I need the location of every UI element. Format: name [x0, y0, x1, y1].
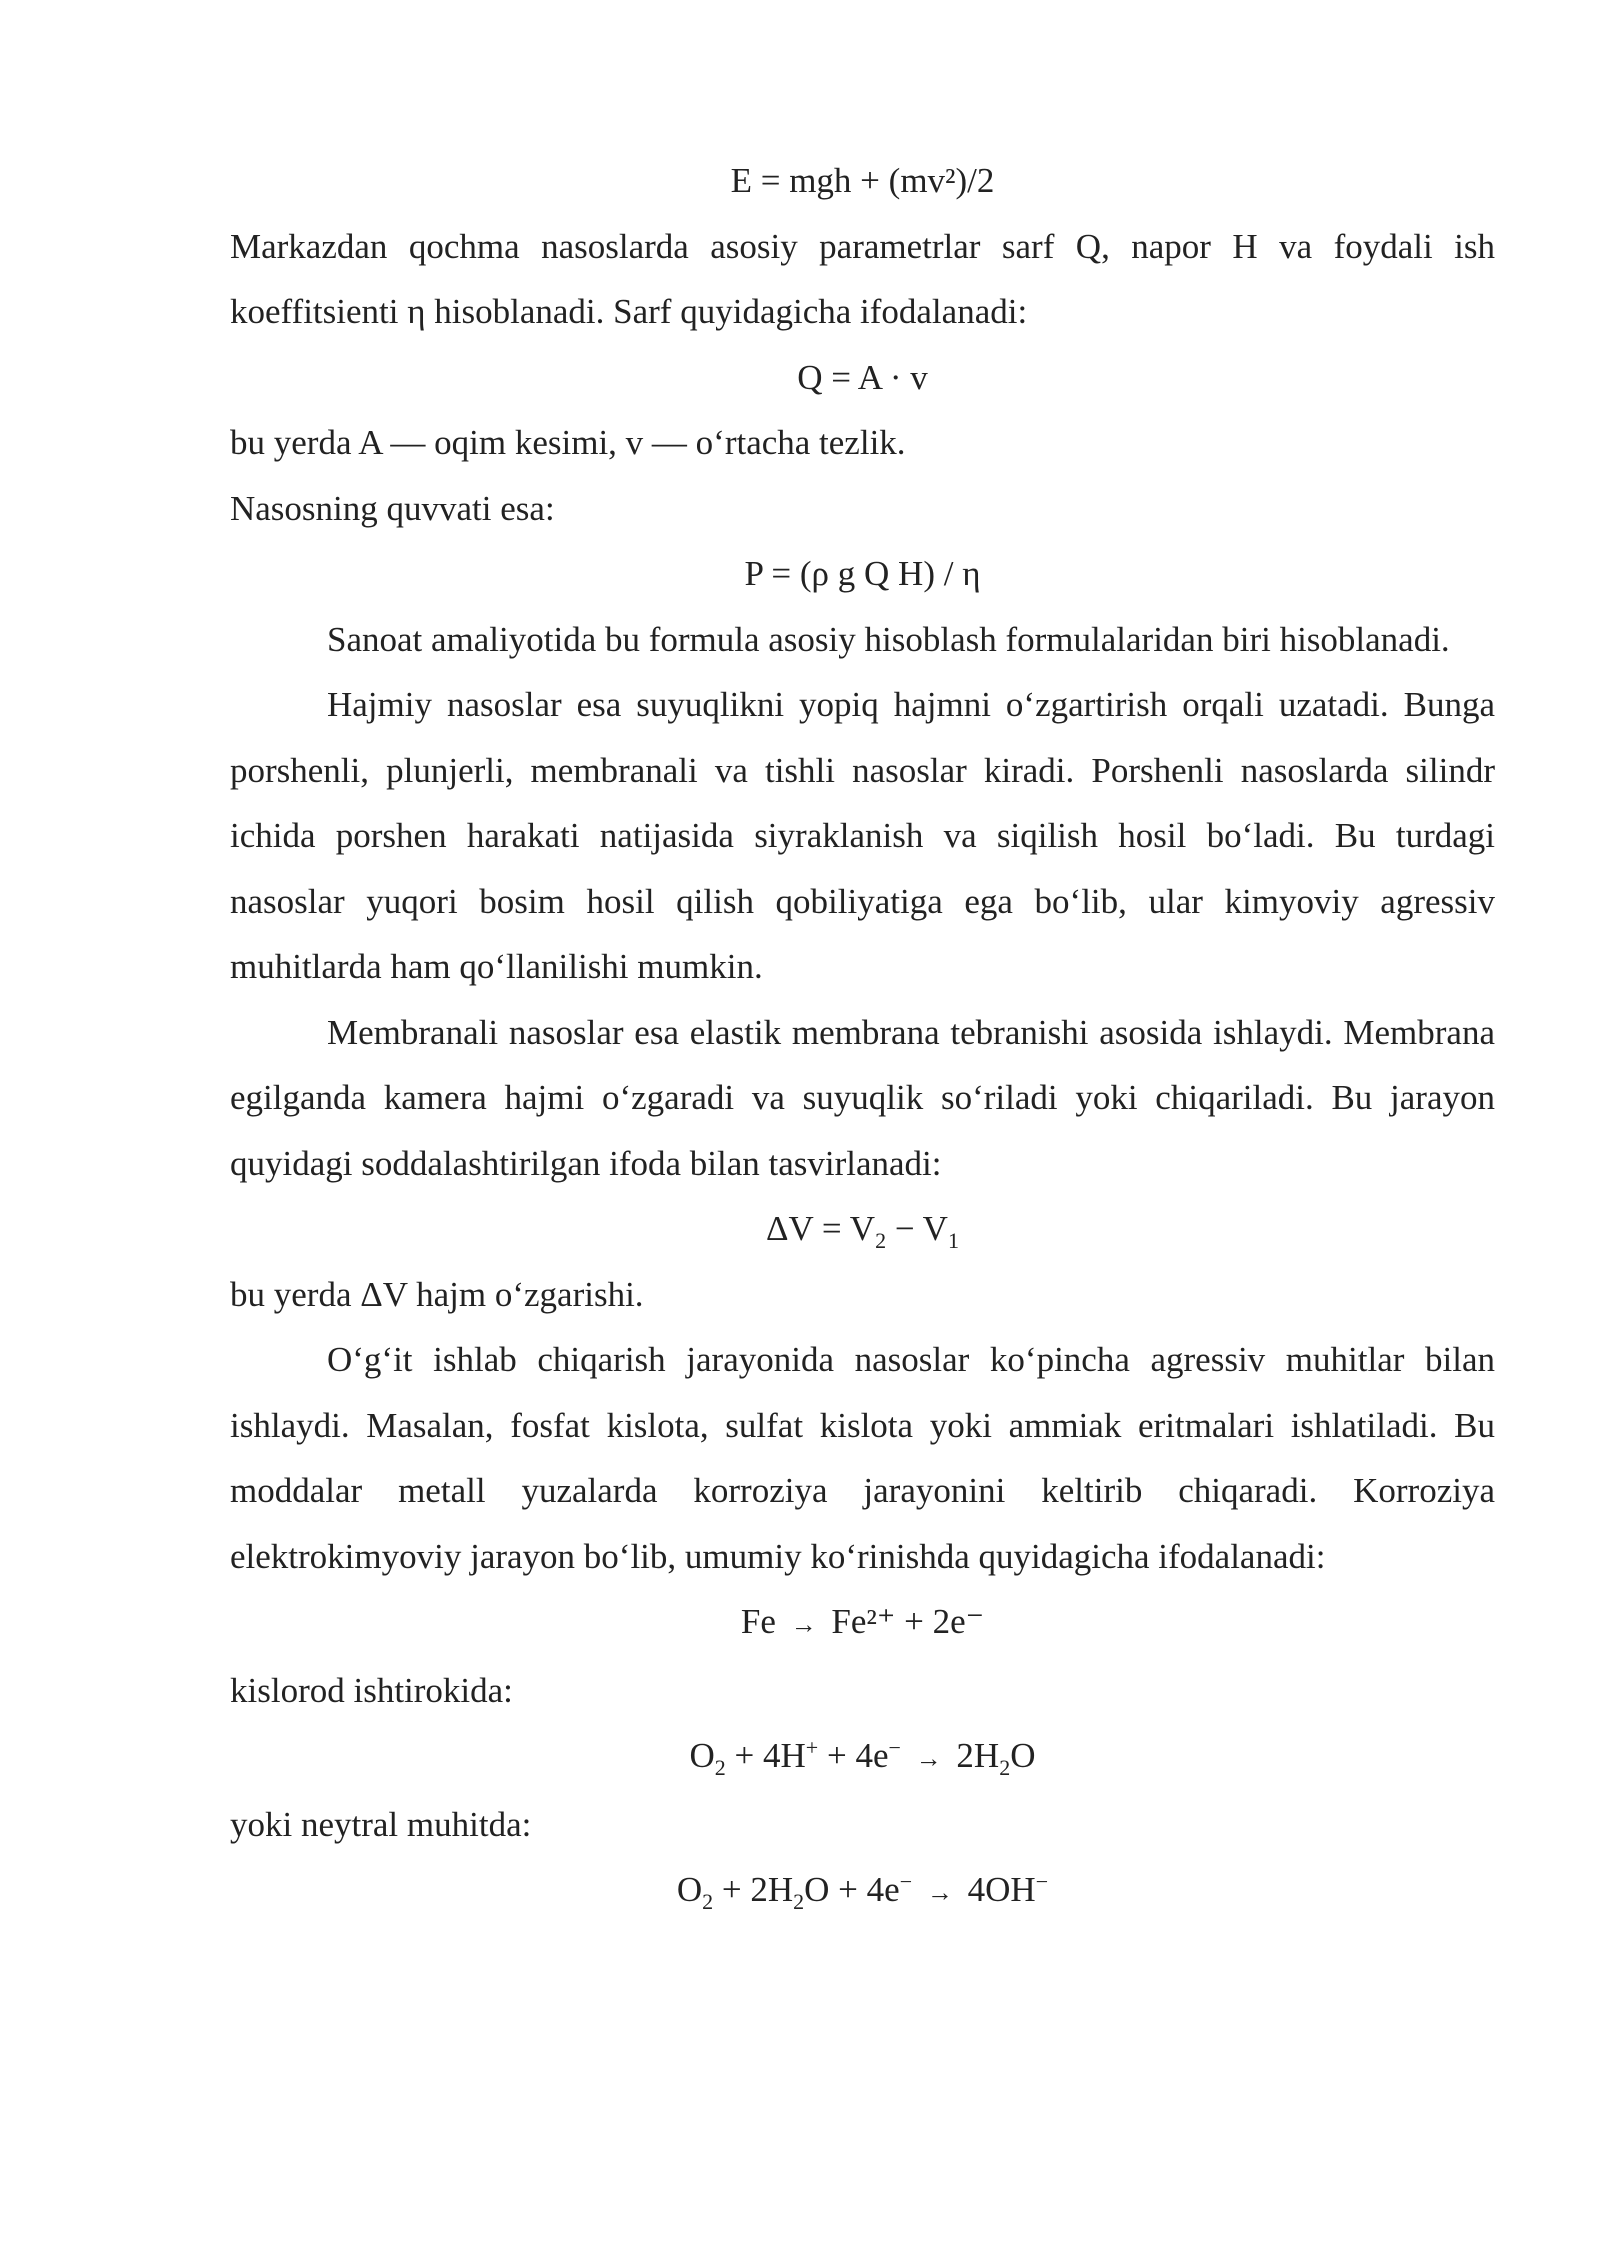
arrow-icon: → — [790, 1610, 817, 1639]
paragraph-membrane-pumps: Membranali nasoslar esa elastik membrana tebranishi asosida ishlaydi. Membrana egilganda kamera hajmi oʻzgaradi va suyuqlik soʻriladi yoki chiqariladi. Bu jarayon quyidagi soddalashtirilgan ifoda bilan tasvirlanadi: — [230, 1012, 1495, 1183]
formula-oxygen-neutral: $O_2 + 2H_2O + 4e^- \to 4OH^-$ — [676, 1869, 1049, 1914]
paragraph-volumetric-pumps: Hajmiy nasoslar esa suyuqlikni yopiq hajmni oʻzgartirish orqali uzatadi. Bunga porshenli, plunjerli, membranali va tishli nasoslar kiradi. Porshenli nasoslarda silindr ichida porshen harakati natijasida siyraklanish va siqilish hosil boʻladi. Bu turdagi nasoslar yuqori bosim hosil qilish qobiliyatiga ega boʻlib, ular kimyoviy agressiv muhitlarda ham qoʻllanilishi mumkin. — [230, 685, 1495, 986]
paragraph-industry: Sanoat amaliyotida bu formula asosiy hisoblash formulalaridan biri hisoblanadi. — [327, 619, 1450, 659]
note-volume: bu yerda ΔV hajm oʻzgarishi. — [230, 1274, 644, 1314]
line-oxygen: kislorod ishtirokida: — [230, 1670, 513, 1710]
formula-iron-oxidation: Fe → Fe²⁺ + 2e⁻ — [740, 1602, 985, 1641]
formula-power: P = (ρ g Q H) / η — [744, 554, 981, 593]
arrow-icon: → — [915, 1744, 942, 1773]
paragraph-fertilizer: Oʻgʻit ishlab chiqarish jarayonida nasoslar koʻpincha agressiv muhitlar bilan ishlaydi. Masalan, fosfat kislota, sulfat kislota yoki ammiak eritmalari ishlatiladi. Bu moddalar metall yuzalarda korroziya jarayonini keltirib chiqaradi. Korroziya elektrokimyoviy jarayon boʻlib, umumiy koʻrinishda quyidagicha ifodalanadi: — [230, 1340, 1495, 1576]
line-power-intro: Nasosning quvvati esa: — [230, 488, 555, 528]
document-page — [230, 148, 1495, 1926]
formula-volume-change: $\Delta V = V_2 - V_1$ — [766, 1209, 959, 1253]
paragraph-centrifugal-pumps: Markazdan qochma nasoslarda asosiy parametrlar sarf Q, napor H va foydali ish koeffitsienti η hisoblanadi. Sarf quyidagicha ifodalanadi: — [230, 226, 1495, 331]
formula-oxygen-acid: $O_2 + 4H^+ + 4e^- \to 2H_2O$ — [689, 1735, 1036, 1780]
note-flow: bu yerda A — oqim kesimi, v — oʻrtacha tezlik. — [230, 423, 906, 462]
formula-energy: E = mgh + (mv²)/2 — [730, 161, 995, 200]
line-neutral: yoki neytral muhitda: — [230, 1804, 532, 1844]
formula-flow: Q = A · v — [797, 357, 928, 397]
arrow-icon: → — [926, 1878, 953, 1907]
